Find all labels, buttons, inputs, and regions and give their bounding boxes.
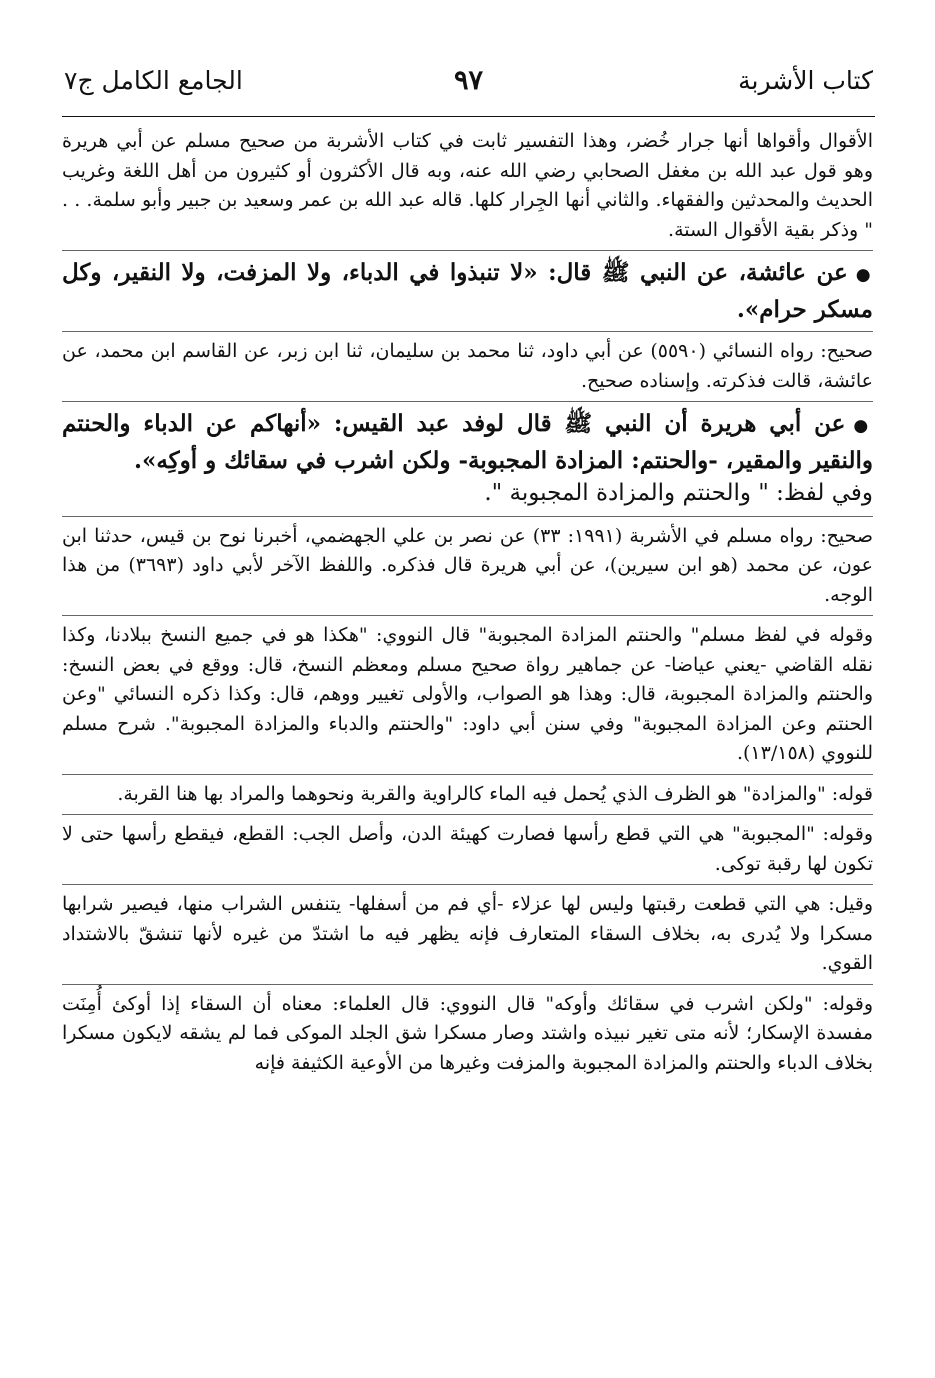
commentary-paragraph: وقوله في لفظ مسلم" والحنتم المزادة المجبوبة" قال النووي: "هكذا هو في جميع النسخ ببلادنا، وكذا نقله القاضي -يعني عياضا- عن جماهير رواة صحيح مسلم ومعظم النسخ، قال: ووقع في بعض النسخ: والحنتم والمزادة المجبوبة، قال: وهذا هو الصواب، والأولى تغيير ووهم، قال: وكذا ذكره النسائي "وعن الحنتم وعن المزادة المجبوبة" وفي سنن أبي داود: "والحنتم والدباء والمزادة المجبوبة". شرح مسلم للنووي (١٣/١٥٨). — [62, 624, 873, 764]
book-title: كتاب الأشربة — [738, 66, 873, 95]
section-divider — [62, 814, 873, 815]
hadith-text: ● عن أبي هريرة أن النبي ﷺ قال لوفد عبد القيس: «أنهاكم عن الدباء والحنتم والنقير والمقير، -والحنتم: المزادة المجبوبة- ولكن اشرب في سقائك و أوكِه». — [62, 407, 873, 477]
commentary-paragraph: وقيل: هي التي قطعت رقبتها وليس لها عزلاء -أي فم من أسفلها- يتنفس الشراب منها، فيصير شرابها مسكرا ولا يُدرى به، بخلاف السقاء المتعارف فإنه يظهر فيه ما اشتدّ من غيره لأنها تنشقّ بالاشتداد القوي. — [62, 893, 873, 974]
section-divider — [62, 615, 873, 616]
commentary-paragraph: الأقوال وأقواها أنها جرار خُضر، وهذا التفسير ثابت في كتاب الأشربة من صحيح مسلم عن أبي هريرة وهو قول عبد الله بن مغفل الصحابي رضي الله عنه، وبه قال الأكثرون أو كثيرون من أهل اللغة وغريب الحديث والمحدثين والفقهاء. والثاني أنها الجِرار كلها. قاله عبد الله بن عمر وسعيد بن جبير وأبو سلمة. . . " وذكر بقية الأقوال الستة. — [62, 130, 873, 241]
page-body — [62, 127, 873, 1078]
section-divider — [62, 516, 873, 517]
commentary-paragraph: وقوله: "المجبوبة" هي التي قطع رأسها فصارت كهيئة الدن، وأصل الجب: القطع، فيقطع رأسها حتى لا تكون لها رقبة توكى. — [62, 823, 873, 875]
volume-title: الجامع الكامل ج٧ — [64, 66, 243, 95]
takhrij-paragraph: صحيح: رواه مسلم في الأشربة (١٩٩١: ٣٣) عن نصر بن علي الجهضمي، أخبرنا نوح بن قيس، حدثنا ابن عون، عن محمد (هو ابن سيرين)، عن أبي هريرة قال فذكره. واللفظ الآخر لأبي داود (٣٦٩٣) من هذا الوجه. — [62, 524, 873, 606]
page-header — [64, 58, 873, 106]
hadith-variant: وفي لفظ: " والحنتم والمزادة المجبوبة ". — [484, 480, 873, 506]
section-divider — [62, 884, 873, 885]
takhrij-paragraph: صحيح: رواه النسائي (٥٥٩٠) عن أبي داود، ثنا محمد بن سليمان، ثنا ابن زبر، عن القاسم ابن محمد، عن عائشة، قالت فذكرته. وإسناده صحيح. — [62, 340, 874, 392]
header-divider — [62, 116, 875, 117]
section-divider — [62, 250, 873, 251]
hadith-text: ● عن عائشة، عن النبي ﷺ قال: «لا تنبذوا في الدباء، ولا المزفت، ولا النقير، وكل مسكر حرام». — [62, 256, 873, 326]
section-divider — [62, 401, 873, 402]
commentary-paragraph: قوله: "والمزادة" هو الظرف الذي يُحمل فيه الماء كالراوية والقربة ونحوهما والمراد بها هنا القربة. — [117, 782, 873, 805]
section-divider — [62, 774, 873, 775]
page-number: ٩٧ — [453, 65, 484, 96]
section-divider — [62, 984, 873, 985]
section-divider — [62, 331, 873, 332]
commentary-paragraph: وقوله: "ولكن اشرب في سقائك وأوكه" قال النووي: قال العلماء: معناه أن السقاء إذا أوكئ أُمِنَت مفسدة الإسكار؛ لأنه متى تغير نبيذه واشتد وصار مسكرا شق الجلد الموكى فما لم يشقه لايكون مسكرا بخلاف الدباء والحنتم والمزادة المجبوبة والمزفت وغيرها من الأوعية الكثيفة فإنه — [62, 992, 873, 1074]
